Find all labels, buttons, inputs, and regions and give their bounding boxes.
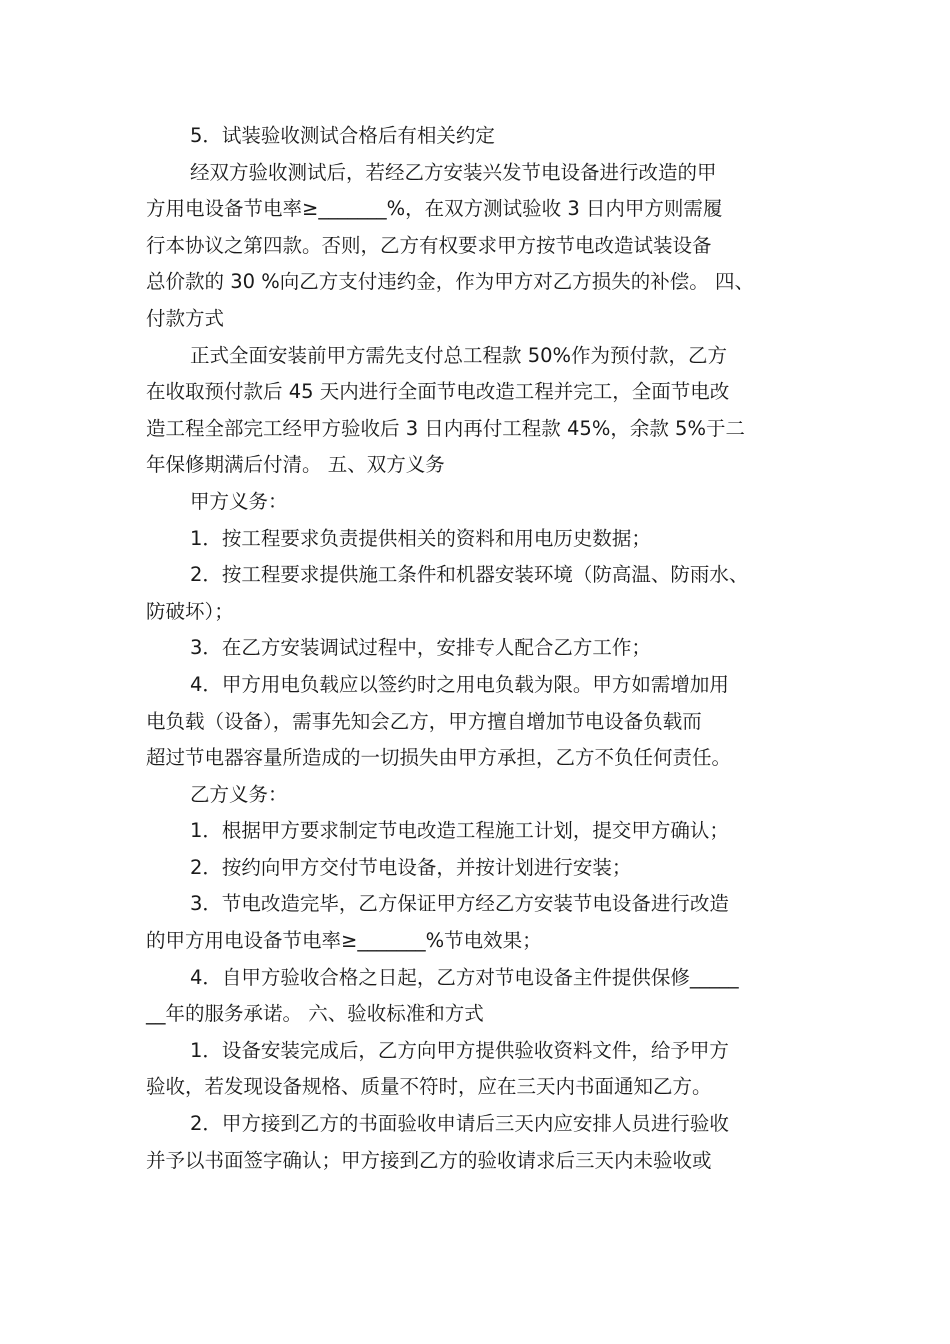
- text-line: 的甲方用电设备节电率≥_______%节电效果；: [146, 929, 542, 953]
- text-line: 总价款的 30 %向乙方支付违约金，作为甲方对乙方损失的补偿。 四、: [146, 270, 754, 294]
- text-line: 正式全面安装前甲方需先支付总工程款 50%作为预付款，乙方: [190, 343, 728, 367]
- text-line: 在收取预付款后 45 天内进行全面节电改造工程并完工，全面节电改: [146, 380, 730, 404]
- text-line: 乙方义务：: [190, 782, 288, 806]
- text-line: 付款方式: [146, 306, 225, 330]
- text-line: 3．节电改造完毕，乙方保证甲方经乙方安装节电设备进行改造: [190, 892, 729, 916]
- text-line: 并予以书面签字确认；甲方接到乙方的验收请求后三天内未验收或: [146, 1148, 712, 1172]
- text-line: 经双方验收测试后，若经乙方安装兴发节电设备进行改造的甲: [190, 160, 717, 184]
- text-line: 1．根据甲方要求制定节电改造工程施工计划，提交甲方确认；: [190, 819, 729, 843]
- text-line: 1．按工程要求负责提供相关的资料和用电历史数据；: [190, 526, 651, 550]
- text-line: 4．甲方用电负载应以签约时之用电负载为限。甲方如需增加用: [190, 672, 729, 696]
- text-line: 1．设备安装完成后，乙方向甲方提供验收资料文件，给予甲方: [190, 1038, 729, 1062]
- text-line: 年保修期满后付清。 五、双方义务: [146, 453, 445, 477]
- text-line: 4．自甲方验收合格之日起，乙方对节电设备主件提供保修_____: [190, 965, 739, 989]
- text-line: 方用电设备节电率≥_______%，在双方测试验收 3 日内甲方则需履: [146, 197, 723, 221]
- text-line: 电负载（设备），需事先知会乙方，甲方擅自增加节电设备负载而: [146, 709, 702, 733]
- text-line: 防破坏）；: [146, 599, 234, 623]
- text-line: __年的服务承诺。 六、验收标准和方式: [146, 1002, 484, 1026]
- text-line: 甲方义务：: [190, 489, 288, 513]
- text-line: 2．按工程要求提供施工条件和机器安装环境（防高温、防雨水、: [190, 563, 749, 587]
- text-line: 5．试装验收测试合格后有相关约定: [190, 124, 495, 147]
- text-line: 3．在乙方安装调试过程中，安排专人配合乙方工作；: [190, 636, 651, 660]
- text-line: 验收，若发现设备规格、质量不符时，应在三天内书面通知乙方。: [146, 1075, 712, 1099]
- text-line: 行本协议之第四款。否则，乙方有权要求甲方按节电改造试装设备: [146, 233, 712, 257]
- document-body: [146, 118, 826, 1179]
- text-line: 超过节电器容量所造成的一切损失由甲方承担，乙方不负任何责任。: [146, 746, 732, 770]
- text-line: 2．甲方接到乙方的书面验收申请后三天内应安排人员进行验收: [190, 1112, 729, 1136]
- text-line: 2．按约向甲方交付节电设备，并按计划进行安装；: [190, 855, 632, 879]
- text-line: 造工程全部完工经甲方验收后 3 日内再付工程款 45%，余款 5%于二: [146, 416, 745, 440]
